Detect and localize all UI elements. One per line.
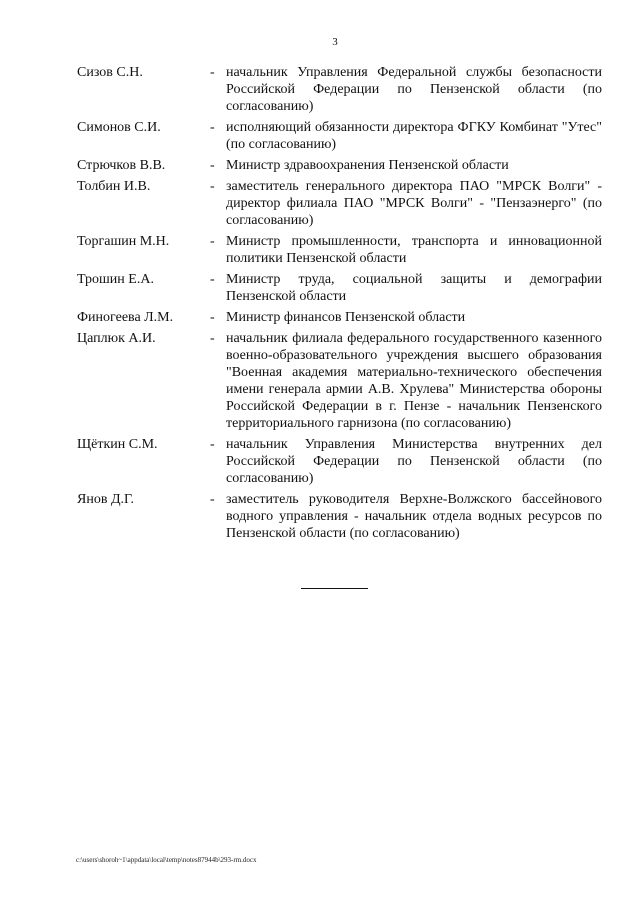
dash-separator: - <box>210 179 215 194</box>
member-name: Симонов С.И. <box>77 120 161 135</box>
dash-separator: - <box>210 492 215 507</box>
dash-separator: - <box>210 331 215 346</box>
member-position: заместитель руководителя Верхне-Волжского бассейнового водного управления - начальник отдела водных ресурсов по Пензенской области (по согласованию) <box>226 492 602 541</box>
member-position: начальник Управления Федеральной службы безопасности Российской Федерации по Пензенской области (по согласованию) <box>226 65 602 114</box>
list-item <box>77 157 602 174</box>
member-name: Толбин И.В. <box>77 179 151 194</box>
list-item <box>77 64 602 115</box>
member-position: начальник филиала федерального государственного казенного военно-образовательного учреждения высшего образования "Военная академия материально-технического обеспечения имени генерала армии А.В. Хрулева" Министерства обороны Российской Федерации в г. Пензе - начальник Пензенского территориального гарнизона (по согласованию) <box>226 331 602 431</box>
member-position: заместитель генерального директора ПАО "МРСК Волги" - директор филиала ПАО "МРСК Волги" - "Пензаэнерго" (по согласованию) <box>226 179 602 228</box>
member-position: исполняющий обязанности директора ФГКУ Комбинат "Утес" (по согласованию) <box>226 120 602 152</box>
dash-separator: - <box>210 65 215 80</box>
member-name: Янов Д.Г. <box>77 492 135 507</box>
dash-separator: - <box>210 120 215 135</box>
list-item <box>77 233 602 267</box>
list-item <box>77 271 602 305</box>
list-item <box>77 491 602 542</box>
member-name: Цаплюк А.И. <box>77 331 156 346</box>
member-name: Сизов С.Н. <box>77 65 143 80</box>
dash-separator: - <box>210 272 215 287</box>
list-item <box>77 119 602 153</box>
member-position: начальник Управления Министерства внутренних дел Российской Федерации по Пензенской области (по согласованию) <box>226 437 602 486</box>
member-name: Трошин Е.А. <box>77 272 154 287</box>
member-position: Министр здравоохранения Пензенской области <box>226 158 509 173</box>
member-name: Щёткин С.М. <box>77 437 158 452</box>
member-name: Стрючков В.В. <box>77 158 166 173</box>
member-name: Торгашин М.Н. <box>77 234 170 249</box>
dash-separator: - <box>210 437 215 452</box>
member-position: Министр труда, социальной защиты и демографии Пензенской области <box>226 272 602 304</box>
dash-separator: - <box>210 158 215 173</box>
dash-separator: - <box>210 234 215 249</box>
file-path-footer: c:\users\shoroh~1\appdata\local\temp\notes87944b\293-rm.docx <box>76 856 257 864</box>
list-item <box>77 178 602 229</box>
member-list <box>77 64 602 546</box>
closing-divider <box>301 588 368 589</box>
member-name: Финогеева Л.М. <box>77 310 174 325</box>
list-item <box>77 436 602 487</box>
member-position: Министр промышленности, транспорта и инновационной политики Пензенской области <box>226 234 602 266</box>
member-position: Министр финансов Пензенской области <box>226 310 466 325</box>
dash-separator: - <box>210 310 215 325</box>
page-number: 3 <box>332 36 338 48</box>
list-item <box>77 309 602 326</box>
list-item <box>77 330 602 432</box>
